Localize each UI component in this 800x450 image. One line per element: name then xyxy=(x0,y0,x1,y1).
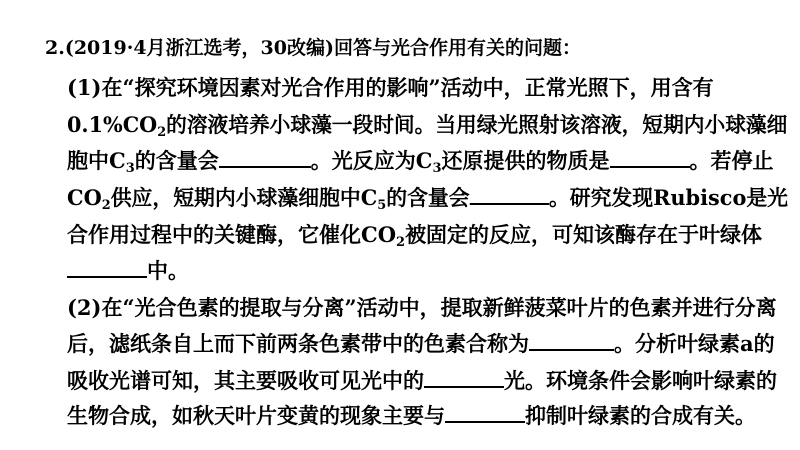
subscript: 2 xyxy=(396,235,406,250)
answer-blank-pigment-name[interactable] xyxy=(529,331,614,351)
question-header xyxy=(45,33,581,63)
text-segment: 。若停止 xyxy=(689,148,774,173)
part2-line-3 xyxy=(67,366,777,396)
text-segment: 胞中C xyxy=(67,148,126,173)
question-header-text: 2.(2019·4月浙江选考，30改编)回答与光合作用有关的问题： xyxy=(45,37,581,59)
text-segment: 。光反应为C xyxy=(310,148,433,173)
text-segment: 的含量会 xyxy=(386,185,470,210)
text-segment: 被固定的反应，可知该酶存在于叶绿体 xyxy=(405,222,763,247)
text-segment: 供应，短期内小球藻细胞中C xyxy=(110,185,378,210)
answer-blank-inhibiting-factor[interactable] xyxy=(445,403,525,423)
text-segment: 的溶液培养小球藻一段时间。当用绿光照射该溶液，短期内小球藻细 xyxy=(166,112,788,137)
part2-text: (2)在“光合色素的提取与分离”活动中，提取新鲜菠菜叶片的色素并进行分离 xyxy=(67,295,777,320)
text-segment: 光。环境条件会影响叶绿素的 xyxy=(504,368,777,393)
part2-line-4 xyxy=(67,401,756,431)
text-segment: 后，滤纸条自上而下前两条色素带中的色素合称为 xyxy=(67,331,529,356)
part2-line-2 xyxy=(67,329,775,359)
part1-line-6 xyxy=(67,256,189,286)
text-segment: 抑制叶绿素的合成有关。 xyxy=(525,403,756,428)
text-segment: 。研究发现Rubisco是光 xyxy=(548,185,789,210)
answer-blank-absorbed-light[interactable] xyxy=(424,368,504,388)
part1-line-1 xyxy=(67,73,714,103)
part1-line-3 xyxy=(67,146,774,176)
subscript: 5 xyxy=(377,198,387,213)
text-segment: CO xyxy=(67,185,102,210)
part1-line-4 xyxy=(67,183,788,213)
text-segment: 中。 xyxy=(147,258,189,283)
part1-line-2 xyxy=(67,110,787,140)
part1-line-5 xyxy=(67,220,762,250)
answer-blank-c3-content[interactable] xyxy=(219,148,311,168)
subscript: 3 xyxy=(125,161,135,176)
text-segment: 吸收光谱可知，其主要吸收可见光中的 xyxy=(67,368,424,393)
text-segment: 还原提供的物质是 xyxy=(441,148,610,173)
text-segment: 的含量会 xyxy=(134,148,219,173)
part2-line-1 xyxy=(67,293,777,323)
answer-blank-rubisco-location[interactable] xyxy=(67,258,147,278)
text-segment: 0.1%CO xyxy=(67,112,158,137)
part1-text: (1)在“探究环境因素对光合作用的影响”活动中，正常光照下，用含有 xyxy=(67,75,714,100)
text-segment: 合作用过程中的关键酶，它催化CO xyxy=(67,222,397,247)
answer-blank-c5-content[interactable] xyxy=(470,185,549,205)
subscript: 2 xyxy=(157,125,167,140)
text-segment: 。分析叶绿素a的 xyxy=(614,331,775,356)
answer-blank-light-reaction[interactable] xyxy=(610,148,690,168)
text-segment: 生物合成，如秋天叶片变黄的现象主要与 xyxy=(67,403,445,428)
subscript: 2 xyxy=(101,198,111,213)
subscript: 3 xyxy=(432,161,442,176)
